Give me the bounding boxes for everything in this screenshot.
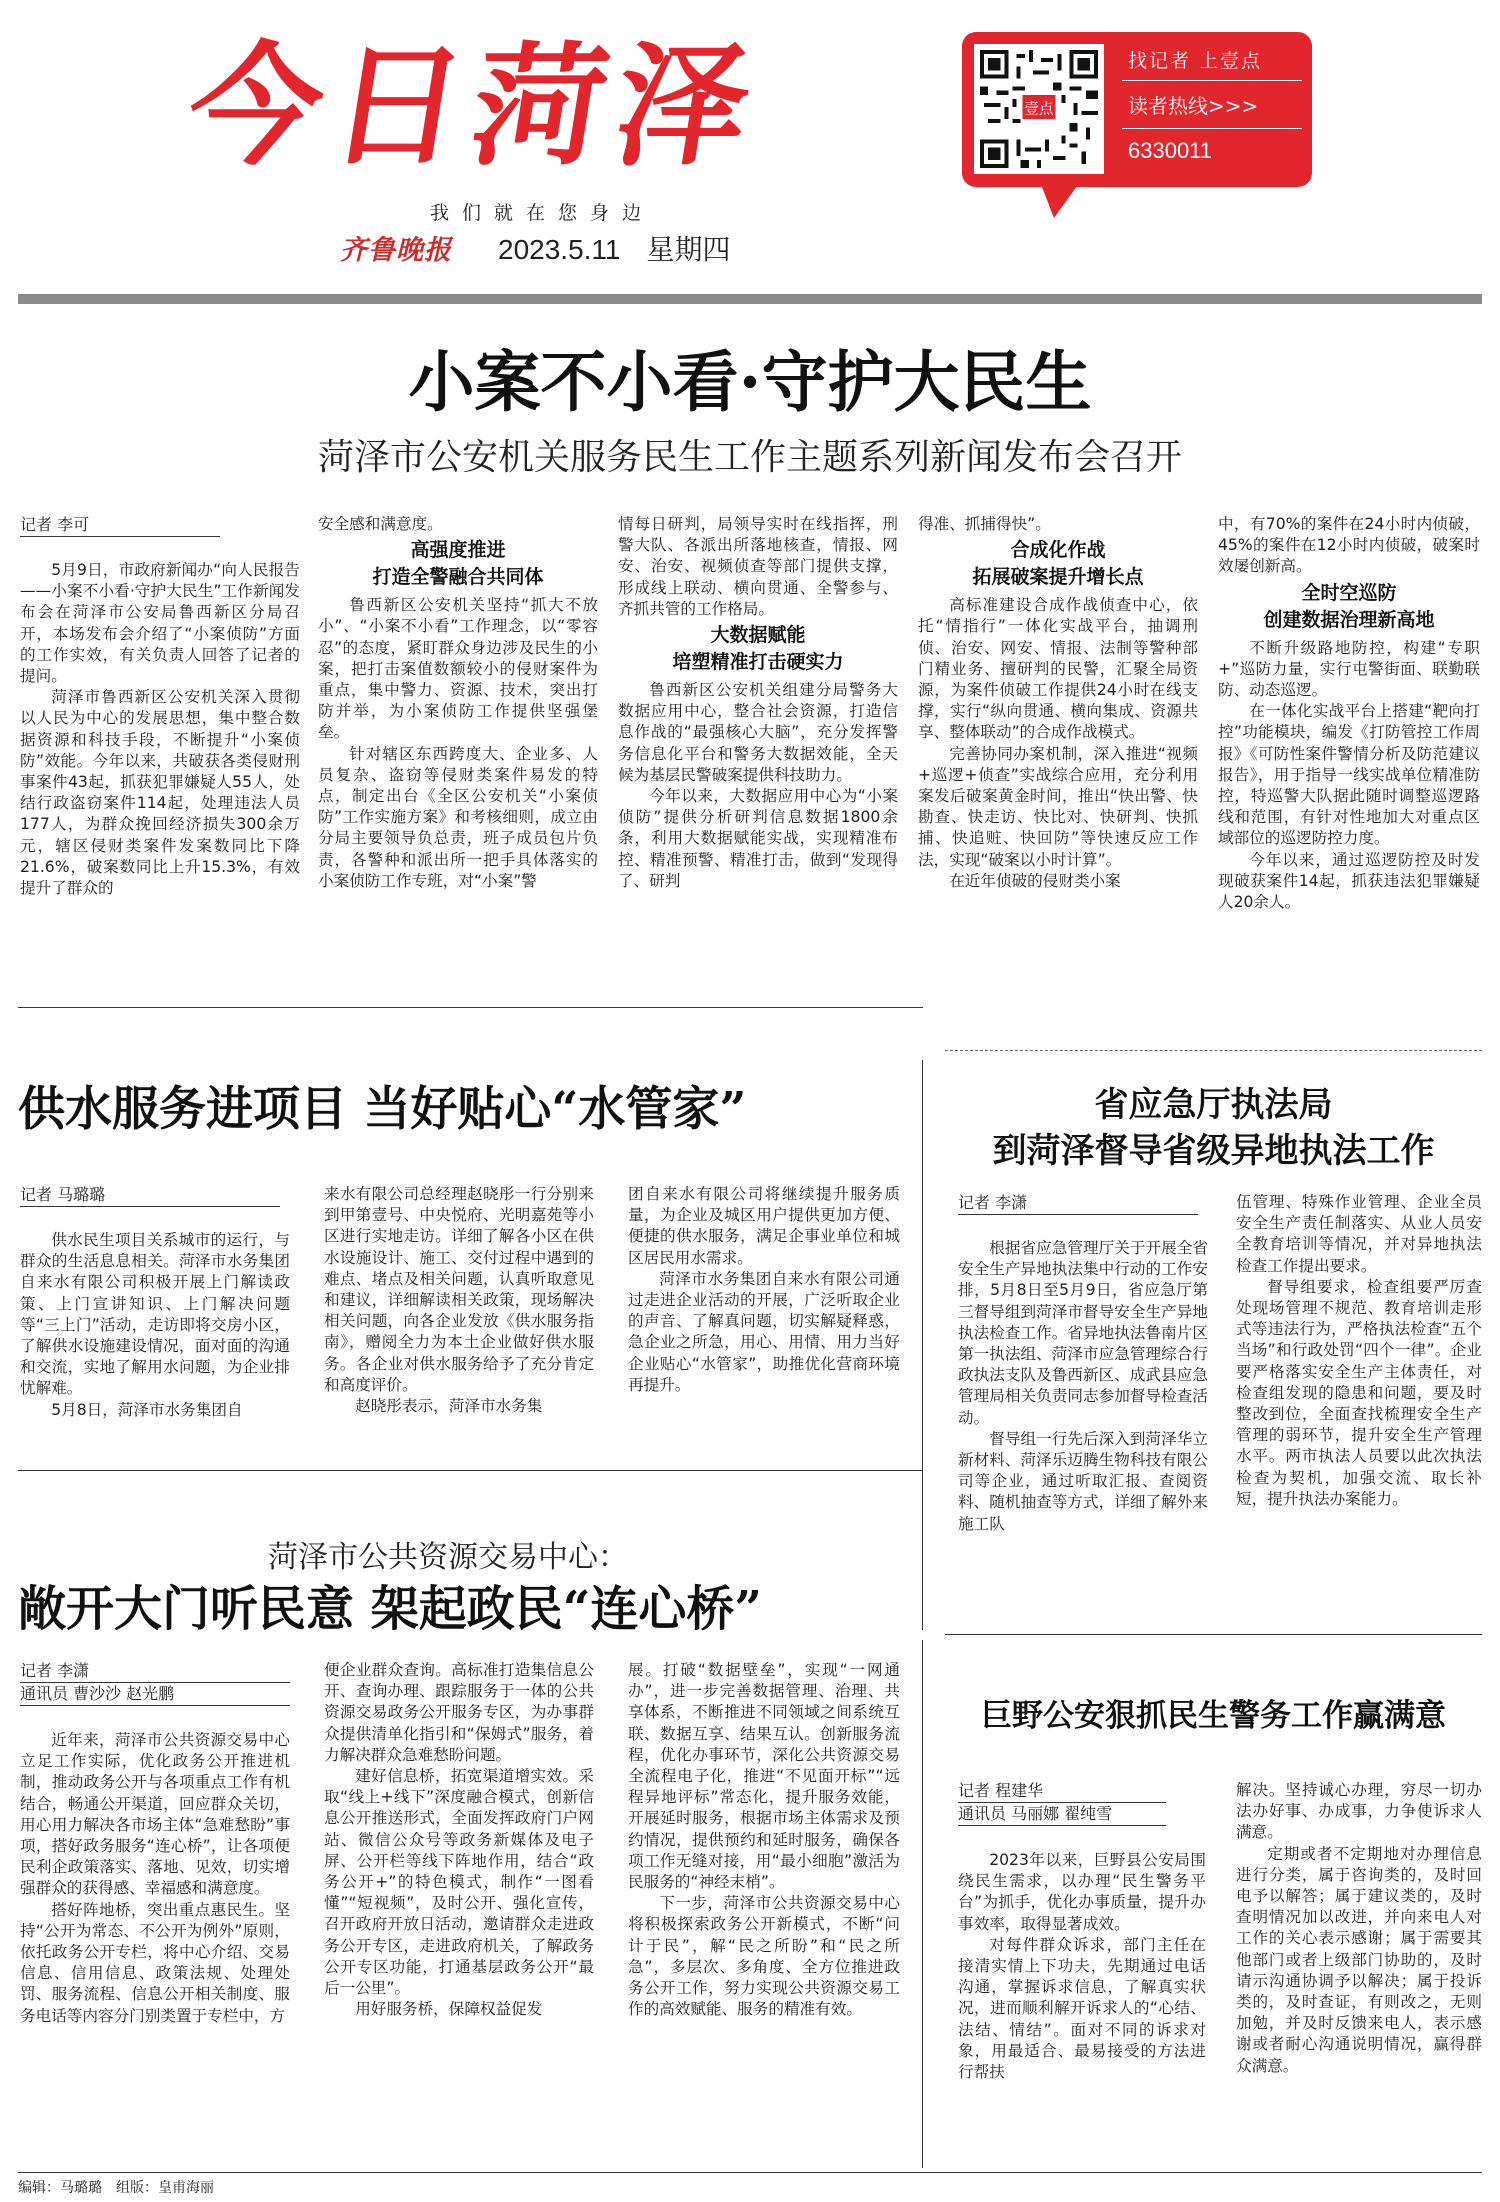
a1-subhead: 合成化作战 拓展破案提升增长点 <box>972 539 1144 589</box>
masthead-title: 今日菏泽 <box>177 30 771 184</box>
section-divider <box>18 1470 923 1471</box>
section-divider <box>18 1007 923 1008</box>
a1-subhead: 全时空巡防 创建数据治理新高地 <box>1263 581 1435 631</box>
a1-headline: 小案不小看·守护大民生 <box>408 343 1092 421</box>
a3-headline: 省应急厅执法局 到菏泽督导省级异地执法工作 <box>992 1085 1435 1171</box>
hotline-label: 读者热线>>> <box>1128 94 1259 118</box>
a1-byline: 记者 李可 <box>20 514 260 537</box>
a4-byline: 记者 李潇 通讯员 曹沙沙 赵光鹏 <box>20 1660 300 1706</box>
section-divider <box>945 1050 1482 1051</box>
reader-hotline-box <box>962 32 1312 187</box>
masthead-slogan: 我们就在您身边 <box>430 202 655 224</box>
date: 2023.5.11 <box>498 234 621 265</box>
a3-byline: 记者 李潇 <box>958 1192 1208 1215</box>
a4-headline: 敞开大门听民意 架起政民“连心桥” <box>18 1581 762 1637</box>
weekday: 星期四 <box>646 234 731 265</box>
qr-code-icon[interactable] <box>974 44 1104 174</box>
a5-column-1: 2023年以来，巨野县公安局围绕民生需求，以办理“民生警务平台”为抓手，优化办事质量，提升办事效率，取得显著成效。 对每件群众诉求，部门主任在接清实情上下功夫，先期通过电话沟通，掌握诉求信息，了解真实状况，进而顺利解开诉求人的“心结、法结、情结”。面对不同的诉求对象，用最适合、最易接受的方法进行帮扶 <box>958 1851 1206 2082</box>
a1-subheadline: 菏泽市公安机关服务民生工作主题系列新闻发布会召开 <box>317 437 1182 478</box>
a3-column-2: 伍管理、特殊作业管理、企业全员安全生产责任制落实、从业人员安全教育培训等情况，并对异地执法检查工作提出要求。 督导组要求，检查组要严厉查处现场管理不规范、教育培训走形式等违法行为，严格执法检查“五个当场”和行政处罚“四个一律”。企业要严格落实安全生产主体责任，对检查组发现的隐患和问题，要及时整改到位，全面查找梳理安全生产管理的弱环节，提升安全生产管理水平。两市执法人员要以此次执法检查为契机，加强交流、取长补短，提升执法办案能力。 <box>1236 1193 1482 1508</box>
a2-column-1: 供水民生项目关系城市的运行，与群众的生活息息相关。菏泽市水务集团自来水有限公司积极开展上门解读政策、上门宣讲知识、上门解决问题等“三上门”活动，走访即将交房小区，了解供水设施建设情况，面对面的沟通和交流，实地了解用水问题，为企业排忧解难。 5月8日，菏泽市水务集团自 <box>20 1231 290 1419</box>
a1-column-3: 情每日研判，局领导实时在线指挥，刑警大队、各派出所落地核查，情报、网安、治安、视频侦查等部门提供支撑，形成线上联动、横向贯通、全警参与、齐抓共管的工作格局。 大数据赋能 培塑精准打击硬实力 鲁西新区公安机关组建分局警务大数据应用中心，整合社会资源，打造信息作战的“最强核心大脑”，充分发挥警务信息化平台和警务大数据效能，全天候为基层民警破案提供科技助力。 今年以来，大数据应用中心为“小案侦防”提供分析研判信息数据1800余条，利用大数据赋能实战，实现精准布控、精准预警、精准打击，做到“发现得了、研判 <box>618 515 898 890</box>
section-divider <box>945 1634 1482 1635</box>
a3-column-1: 根据省应急管理厅关于开展全省安全生产异地执法集中行动的工作安排，5月8日至5月9日，省应急厅第三督导组到菏泽市督导安全生产异地执法检查工作。省异地执法鲁南片区第一执法组、菏泽市应急管理综合行政执法支队及鲁西新区、成武县应急管理局相关负责同志参加督导检查活动。 督导组一行先后深入到菏泽华立新材料、菏泽乐迈腾生物科技有限公司等企业，通过听取汇报、查阅资料、随机抽查等方式，详细了解外来施工队 <box>958 1239 1208 1533</box>
a1-subhead: 高强度推进 打造全警融合共同体 <box>372 539 544 589</box>
masthead-rule <box>18 294 1482 304</box>
a5-headline: 巨野公安狠抓民生警务工作赢满意 <box>981 1698 1446 1734</box>
a1-column-5: 中，有70%的案件在24小时内侦破，45%的案件在12小时内侦破，破案时效屡创新高。 全时空巡防 创建数据治理新高地 不断升级路地防控，构建“专职+”巡防力量，实行屯警街面、联勤联防、动态巡逻。 在一体化实战平台上搭建“靶向打控”功能模块，编发《打防管控工作周报》《可防性案件警情分析及防范建议报告》，用于指导一线实战单位精准防控，特巡警大队据此随时调整巡逻路线和范围，有针对性地加大对重点区域部位的巡逻防控力度。 今年以来，通过巡逻防控及时发现破获案件14起，抓获违法犯罪嫌疑人20余人。 <box>1218 515 1480 912</box>
column-rule <box>922 1640 923 2168</box>
a1-subhead: 大数据赋能 培塑精准打击硬实力 <box>672 624 844 674</box>
paper-logo: 齐鲁晚报 <box>340 235 452 266</box>
a1-column-4: 得准、抓捕得快”。 合成化作战 拓展破案提升增长点 高标准建设合成作战侦查中心，依托“情指行”一体化实战平台，抽调刑侦、治安、网安、情报、法制等警种部门精业务、擅研判的民警，汇聚全局资源，为案件侦破工作提供24小时在线支撑，实行“纵向贯通、横向集成、资源共享、整体联动”的合成作战模式。 完善协同办案机制，深入推进“视频+巡逻+侦查”实战综合应用，充分利用案发后破案黄金时间，推出“快出警、快勘查、快走访、快比对、快研判、快抓捕、快追赃、快回防”等快速反应工作法，实现“破案以小时计算”。 在近年侦破的侵财类小案 <box>918 515 1198 890</box>
divider <box>1122 128 1302 129</box>
divider <box>1122 80 1302 81</box>
a2-column-2: 来水有限公司总经理赵晓彤一行分别来到甲第壹号、中央悦府、光明嘉苑等小区进行实地走访。详细了解各小区在供水设施设计、施工、交付过程中遇到的难点、堵点及相关问题，认真听取意见和建议，详细解读相关政策，现场解决相关问题，向各企业发放《供水服务指南》，赠阅全力为本土企业做好供水服务。各企业对供水服务给予了充分肯定和高度评价。 赵晓彤表示，菏泽市水务集 <box>324 1185 594 1416</box>
hotline-number[interactable]: 6330011 <box>1128 138 1213 163</box>
layout-credit: 组版：皇甫海丽 <box>116 2180 214 2196</box>
speech-bubble-tail <box>1040 182 1080 218</box>
a5-column-2: 解决。坚持诚心办理，穷尽一切办法办好事、办成事，力争使诉求人满意。 定期或者不定期地对办理信息进行分类，属于咨询类的，及时回电予以解答；属于建议类的，及时查明情况加以改进，并向来电人对工作的关心表示感谢；属于需要其他部门或者上级部门协助的，及时请示沟通协调予以解决；属于投诉类的，及时查证，有则改之，无则加勉，并及时反馈来电人，表示感谢或者耐心沟通说明情况，赢得群众满意。 <box>1236 1781 1482 2075</box>
a1-column-1: 5月9日，市政府新闻办“向人民报告——小案不小看·守护大民生”工作新闻发布会在菏泽市公安局鲁西新区分局召开，本场发布会介绍了“小案侦防”方面的工作实效，有关负责人回答了记者的提问。 菏泽市鲁西新区公安机关深入贯彻以人民为中心的发展思想，集中整合数据资源和科技手段，不断提升“小案侦防”效能。今年以来，共破获各类侵财刑事案件43起，抓获犯罪嫌疑人55人，处结行政盗窃案件114起，处理违法人员177人，为群众挽回经济损失300余万元，辖区侵财类案件发案数同比下降21.6%，破案数同比上升15.3%，有效提升了群众的 <box>20 561 300 898</box>
footer-rule <box>18 2172 1482 2173</box>
a2-headline: 供水服务进项目 当好贴心“水管家” <box>18 1082 747 1137</box>
issue-date <box>498 228 757 268</box>
editor-credit: 编辑：马璐璐 <box>18 2180 102 2196</box>
find-reporter-label: 找记者 上壹点 <box>1128 50 1263 72</box>
a4-column-3: 展。打破“数据壁垒”，实现“一网通办”，进一步完善数据管理、治理、共享体系，不断推进不同领域之间系统互联、数据互享、结果互认。创新服务流程，优化办事环节，深化公共资源交易全流程电子化，推进“不见面开标”“远程异地评标”常态化，提升服务效能，开展延时服务，根据市场主体需求及预约情况，提供预约和延时服务，确保各项工作无缝对接，用“最小细胞”激活为民服务的“神经末梢”。 下一步，菏泽市公共资源交易中心将积极探索政务公开新模式，不断“问计于民”，解“民之所盼”和“民之所急”，多层次、多角度、全方位推进政务公开工作，努力实现公共资源交易工作的高效赋能、服务的精准有效。 <box>628 1661 900 2019</box>
a4-kicker: 菏泽市公共资源交易中心： <box>268 1540 628 1575</box>
a5-byline: 记者 程建华 通讯员 马丽娜 翟纯雪 <box>958 1780 1218 1826</box>
a2-column-3: 团自来水有限公司将继续提升服务质量，为企业及城区用户提供更加方便、便捷的供水服务，满足企事业单位和城区居民用水需求。 菏泽市水务集团自来水有限公司通过走进企业活动的开展，广泛听取企业的声音、了解真问题，切实解疑释惑，急企业之所急，用心、用情、用力当好企业贴心“水管家”，助推优化营商环境再提升。 <box>628 1185 900 1394</box>
qr-badge: 壹点 <box>1024 100 1054 118</box>
a2-byline: 记者 马璐璐 <box>20 1184 290 1207</box>
page-footer <box>18 2177 228 2197</box>
column-rule <box>922 1060 923 1630</box>
a4-column-2: 便企业群众查询。高标准打造集信息公开、查询办理、跟踪服务于一体的公共资源交易政务公开服务专区，为办事群众提供清单化指引和“保姆式”服务，着力解决群众急难愁盼问题。 建好信息桥，拓宽渠道增实效。采取“线上+线下”深度融合模式，创新信息公开推送形式，全面发挥政府门户网站、微信公众号等政务新媒体及电子屏、公开栏等线下阵地作用，结合“政务公开+”的特色模式，制作“一图看懂”“短视频”，及时公开、强化宣传，召开政府开放日活动，邀请群众走进政务公开专区，走进政府机关，了解政务公开专区功能，打通基层政务公开“最后一公里”。 用好服务桥，保障权益促发 <box>324 1661 594 2019</box>
a1-column-2: 安全感和满意度。 高强度推进 打造全警融合共同体 鲁西新区公安机关坚持“抓大不放小”、“小案不小看”工作理念，以“零容忍”的态度，紧盯群众身边涉及民生的小案，把打击案值数额较小的侵财案件为重点，集中警力、资源、技术，突出打防并举，为小案侦防工作提供坚强堡垒。 针对辖区东西跨度大、企业多、人员复杂、盗窃等侵财类案件易发的特点，制定出台《全区公安机关“小案侦防”工作实施方案》和考核细则，成立由分局主要领导负总责，班子成员包片负责，各警种和派出所一把手具体落实的小案侦防工作专班，对“小案”警 <box>318 515 598 890</box>
a4-column-1: 近年来，菏泽市公共资源交易中心立足工作实际，优化政务公开推进机制，推动政务公开与各项重点工作有机结合，畅通公开渠道，回应群众关切，用心用力解决各市场主体“急难愁盼”事项，搭好政务服务“连心桥”，让各项便民利企政策落实、落地、见效，切实增强群众的获得感、幸福感和满意度。 搭好阵地桥，突出重点惠民生。坚持“公开为常态、不公开为例外”原则，依托政务公开专栏，将中心介绍、交易信息、信用信息、政策法规、处理处罚、服务流程、信息公开相关制度、服务电话等内容分门别类置于专栏中，方 <box>20 1731 290 2025</box>
